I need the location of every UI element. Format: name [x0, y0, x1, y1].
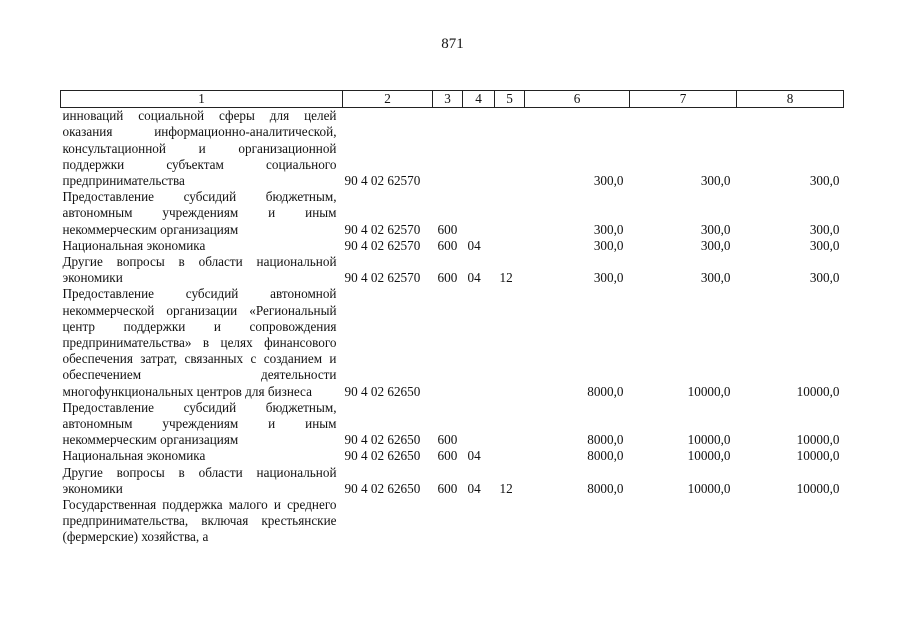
amount-year-3: 10000,0: [796, 432, 840, 448]
subsection-code: 12: [499, 270, 513, 286]
amount-year-2: [630, 497, 737, 546]
target-article-code: 90 4 02 62570: [344, 237, 421, 253]
amount-year-1: 300,0: [593, 270, 624, 286]
amount-year-1: 8000,0: [587, 480, 624, 496]
subsection-code: [495, 497, 525, 546]
table-header-row: [61, 91, 844, 108]
amount-year-3: 10000,0: [796, 448, 840, 464]
column-header: 4: [463, 91, 495, 108]
target-article-code: 90 4 02 62650: [344, 480, 421, 496]
target-article-code: 90 4 02 62570: [344, 221, 421, 237]
table-row: [61, 286, 844, 399]
target-article-code: 90 4 02 62570: [344, 270, 421, 286]
column-header: 6: [525, 91, 630, 108]
row-name: Национальная экономика: [62, 448, 206, 464]
expense-type-code: 600: [437, 480, 458, 496]
amount-year-2: 300,0: [700, 173, 731, 189]
amount-year-2: 300,0: [700, 270, 731, 286]
amount-year-2: 10000,0: [687, 432, 731, 448]
table-row: [61, 497, 844, 546]
section-code: 04: [467, 270, 481, 286]
amount-year-1: 8000,0: [587, 383, 624, 399]
subsection-code: [495, 108, 525, 190]
column-header: 7: [630, 91, 737, 108]
target-article-code: 90 4 02 62650: [344, 448, 421, 464]
expense-type-code: 600: [437, 448, 458, 464]
section-code: 04: [467, 448, 481, 464]
subsection-code: [495, 189, 525, 238]
amount-year-1: 8000,0: [587, 432, 624, 448]
amount-year-3: 300,0: [809, 173, 840, 189]
row-name: Предоставление субсидий бюджетным, автономным учреждениям и иным некоммерческим организациям: [62, 399, 337, 448]
subsection-code: [495, 400, 525, 449]
amount-year-2: 300,0: [700, 221, 731, 237]
budget-table: [60, 90, 844, 546]
amount-year-3: 300,0: [809, 237, 840, 253]
amount-year-2: 10000,0: [687, 480, 731, 496]
amount-year-3: 300,0: [809, 221, 840, 237]
table-body: [61, 108, 844, 546]
amount-year-3: 300,0: [809, 270, 840, 286]
amount-year-2: 10000,0: [687, 383, 731, 399]
row-name: Другие вопросы в области национальной экономики: [62, 254, 337, 286]
table-row: [61, 108, 844, 190]
section-code: 04: [467, 237, 481, 253]
column-header: 3: [433, 91, 463, 108]
row-name: Государственная поддержка малого и среднего предпринимательства, включая крестьянские (фермерские) хозяйства, а: [62, 497, 337, 545]
section-code: [463, 400, 495, 449]
row-name: Национальная экономика: [62, 237, 206, 253]
row-name: Предоставление субсидий бюджетным, автономным учреждениям и иным некоммерческим организациям: [62, 189, 337, 237]
section-code: 04: [467, 480, 481, 496]
expense-type-code: 600: [437, 237, 458, 253]
amount-year-1: [525, 497, 630, 546]
table-row: [61, 448, 844, 464]
table-row: [61, 400, 844, 449]
expense-type-code: [433, 497, 463, 546]
table-row: [61, 189, 844, 238]
column-header: 2: [343, 91, 433, 108]
section-code: [463, 108, 495, 190]
page-number: 871: [441, 36, 464, 52]
expense-type-code: 600: [437, 432, 458, 448]
target-article-code: 90 4 02 62650: [344, 383, 421, 399]
row-name: Другие вопросы в области национальной экономики: [62, 464, 337, 496]
amount-year-3: [737, 497, 844, 546]
expense-type-code: [433, 108, 463, 190]
amount-year-1: 300,0: [593, 173, 624, 189]
table-row: [61, 238, 844, 254]
amount-year-2: 300,0: [700, 237, 731, 253]
row-name: Предоставление субсидий автономной некоммерческой организации «Региональный центр поддержки и сопровождения предпринимательства» в целях финансового обеспечения затрат, связанных с созданием и обеспечением деятельности многофункциональных центров для бизнеса: [62, 286, 337, 399]
column-header: 1: [61, 91, 343, 108]
subsection-code: [495, 286, 525, 399]
section-code: [463, 497, 495, 546]
amount-year-1: 300,0: [593, 221, 624, 237]
subsection-code: [495, 448, 525, 464]
target-article-code: 90 4 02 62570: [344, 173, 421, 189]
expense-type-code: 600: [437, 270, 458, 286]
row-name: инноваций социальной сферы для целей оказания информационно-аналитической, консультационной и организационной поддержки субъектам социального предпринимательства: [62, 108, 337, 189]
target-article-code: [343, 497, 433, 546]
subsection-code: [495, 238, 525, 254]
amount-year-1: 8000,0: [587, 448, 624, 464]
expense-type-code: [433, 286, 463, 399]
expense-type-code: 600: [437, 221, 458, 237]
table-row: [61, 254, 844, 286]
section-code: [463, 286, 495, 399]
amount-year-3: 10000,0: [796, 480, 840, 496]
amount-year-3: 10000,0: [796, 383, 840, 399]
section-code: [463, 189, 495, 238]
amount-year-2: 10000,0: [687, 448, 731, 464]
table-row: [61, 465, 844, 497]
column-header: 8: [737, 91, 844, 108]
target-article-code: 90 4 02 62650: [344, 432, 421, 448]
amount-year-1: 300,0: [593, 237, 624, 253]
subsection-code: 12: [499, 480, 513, 496]
column-header: 5: [495, 91, 525, 108]
